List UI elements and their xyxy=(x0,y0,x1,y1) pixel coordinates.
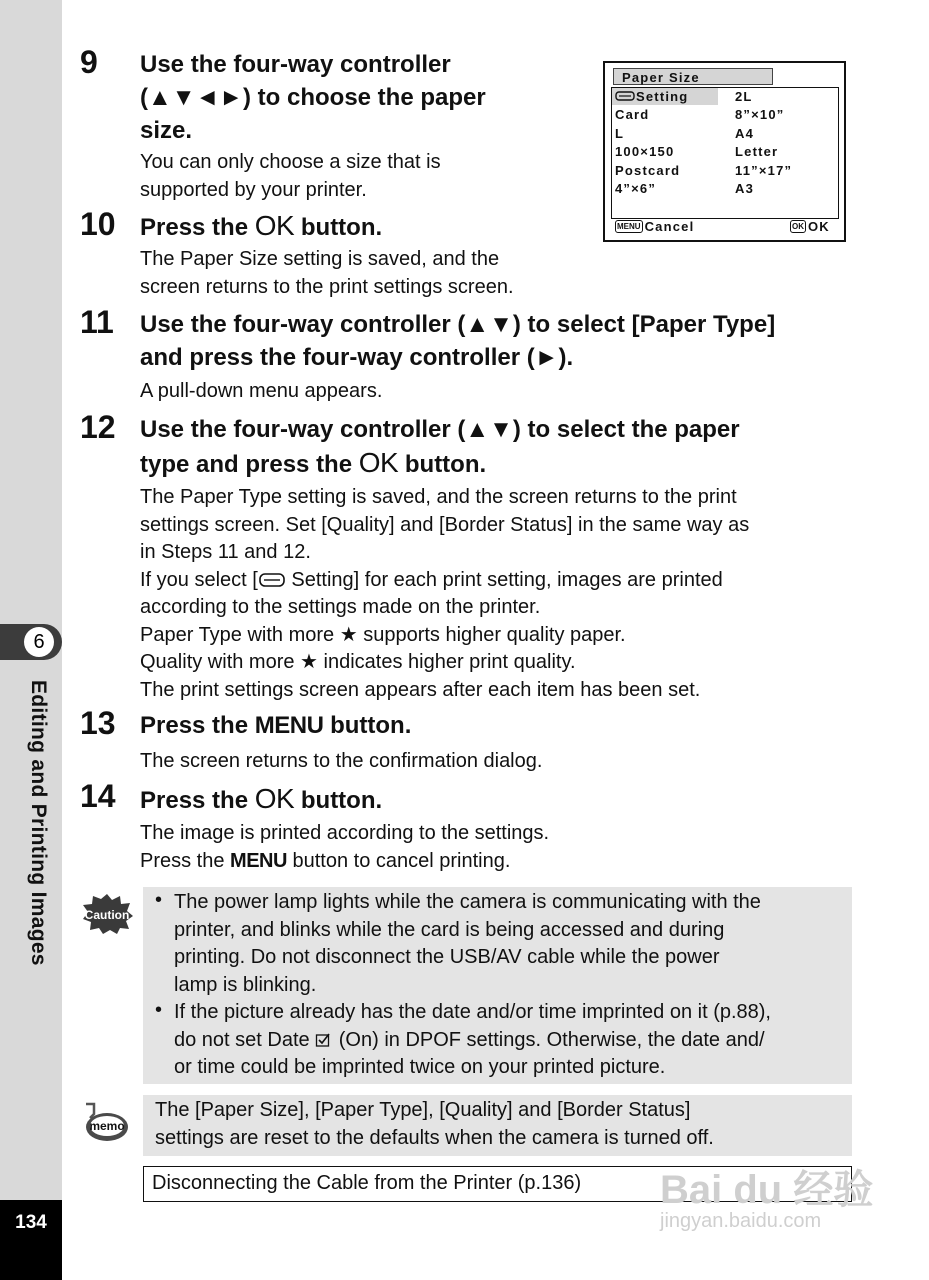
body-text: If you select [ xyxy=(140,568,258,591)
heading-text: button. xyxy=(294,787,383,814)
body-text: Setting] for each print setting, images are printed xyxy=(285,568,723,591)
heading-text: type and press the xyxy=(140,451,359,478)
step-9-heading xyxy=(140,48,486,147)
body-line: The image is printed according to the settings. xyxy=(140,822,550,844)
body-line: Quality with more ★ indicates higher print quality. xyxy=(140,651,576,673)
heading-text: button. xyxy=(294,214,383,241)
body-line: in Steps 11 and 12. xyxy=(140,541,311,563)
lcd-item-8x10: 8”×10” xyxy=(735,107,785,122)
body-line: supported by your printer. xyxy=(140,178,367,201)
lcd-item-2l: 2L xyxy=(735,89,753,104)
step-9-body xyxy=(140,149,441,204)
step-12-heading-line: Use the four-way controller (▲▼) to select the paper xyxy=(140,416,740,443)
caution-line: printing. Do not disconnect the USB/AV cable while the power xyxy=(174,946,720,968)
svg-text:memo: memo xyxy=(89,1119,125,1133)
caution-bullet-2 xyxy=(174,999,850,1082)
step-12-heading xyxy=(140,413,740,481)
step-11-body: A pull-down menu appears. xyxy=(140,380,383,402)
memo-icon xyxy=(80,1100,130,1149)
ok-button-glyph: OK xyxy=(358,447,399,478)
step-12-heading-line xyxy=(140,446,740,481)
caution-line: printer, and blinks while the card is being accessed and during xyxy=(174,918,725,941)
step-10-number: 10 xyxy=(80,206,116,242)
chapter-title: Editing and Printing Images xyxy=(27,680,50,966)
step-13-body: The screen returns to the confirmation dialog. xyxy=(140,750,543,772)
lcd-cancel-label: Cancel xyxy=(644,219,695,234)
body-line: The Paper Type setting is saved, and the screen returns to the print xyxy=(140,486,737,508)
lcd-ok-hint xyxy=(790,218,830,236)
bullet-dot: • xyxy=(155,889,163,911)
lcd-item-4x6: 4”×6” xyxy=(615,181,657,196)
lcd-item-postcard: Postcard xyxy=(615,163,681,178)
caution-text: do not set Date xyxy=(174,1028,316,1051)
body-line: settings screen. Set [Quality] and [Border Status] in the same way as xyxy=(140,513,750,536)
step-14-number: 14 xyxy=(80,778,116,814)
lcd-item-100x150: 100×150 xyxy=(615,144,675,159)
body-line: The print settings screen appears after each item has been set. xyxy=(140,678,701,701)
step-10-body xyxy=(140,246,514,301)
body-line xyxy=(140,848,549,876)
step-12-body xyxy=(140,484,749,704)
memo-line: The [Paper Size], [Paper Type], [Quality] and [Border Status] xyxy=(155,1099,691,1121)
step-13-heading xyxy=(140,709,411,742)
heading-text: Press the xyxy=(140,214,255,241)
lcd-item-card: Card xyxy=(615,107,650,122)
caution-line: If the picture already has the date and/or time imprinted on it (p.88), xyxy=(174,1001,771,1023)
svg-text:Caution: Caution xyxy=(84,908,130,922)
caution-line xyxy=(174,1027,850,1055)
step-12-number: 12 xyxy=(80,409,116,445)
checkbox-checked-icon xyxy=(315,1032,333,1048)
ok-button-glyph: OK xyxy=(254,210,295,241)
heading-text: Press the xyxy=(140,787,255,814)
baidu-watermark-url: jingyan.baidu.com xyxy=(660,1210,822,1232)
lcd-item-a4: A4 xyxy=(735,126,755,141)
bullet-dot: • xyxy=(155,999,163,1021)
printer-icon xyxy=(615,90,635,102)
step-11-number: 11 xyxy=(80,304,114,340)
heading-text: button. xyxy=(398,451,487,478)
step-13-number: 13 xyxy=(80,705,116,741)
body-line: The Paper Size setting is saved, and the xyxy=(140,248,500,270)
chapter-number: 6 xyxy=(24,627,54,657)
body-line xyxy=(140,567,749,595)
caution-line: lamp is blinking. xyxy=(174,973,317,996)
menu-key-icon: MENU xyxy=(617,222,641,231)
paper-size-screen xyxy=(603,61,846,242)
ok-button-glyph: OK xyxy=(254,783,295,814)
lcd-ok-label: OK xyxy=(808,219,830,234)
lcd-item-label: Setting xyxy=(636,89,689,104)
body-text: Press the xyxy=(140,849,231,872)
cross-reference-link[interactable]: Disconnecting the Cable from the Printer (p.136) xyxy=(143,1166,852,1202)
step-11-heading xyxy=(140,308,775,374)
lcd-item-l: L xyxy=(615,126,625,141)
printer-icon xyxy=(258,571,286,589)
step-11-heading-line: and press the four-way controller (►). xyxy=(140,344,574,371)
step-9-heading-line: size. xyxy=(140,117,193,144)
caution-text: (On) in DPOF settings. Otherwise, the date and/ xyxy=(333,1028,765,1051)
step-9-heading-line: Use the four-way controller xyxy=(140,51,451,78)
memo-text xyxy=(155,1097,831,1152)
body-line: Paper Type with more ★ supports higher quality paper. xyxy=(140,623,626,646)
heading-text: Press the xyxy=(140,712,255,739)
caution-icon xyxy=(80,893,134,940)
lcd-cancel-hint xyxy=(615,218,694,236)
step-11-heading-line: Use the four-way controller (▲▼) to select [Paper Type] xyxy=(140,311,776,338)
page-number: 134 xyxy=(0,1200,62,1280)
lcd-item-a3: A3 xyxy=(735,181,755,196)
lcd-item-letter: Letter xyxy=(735,144,779,159)
step-14-heading xyxy=(140,782,382,817)
lcd-item-11x17: 11”×17” xyxy=(735,163,793,178)
step-14-body xyxy=(140,820,549,875)
caution-line: The power lamp lights while the camera is communicating with the xyxy=(174,891,761,913)
ok-key-icon: OK xyxy=(792,222,804,231)
menu-button-glyph: MENU xyxy=(230,849,287,872)
body-line: You can only choose a size that is xyxy=(140,151,441,173)
lcd-title: Paper Size xyxy=(613,68,773,85)
step-9-heading-line: (▲▼◄►) to choose the paper xyxy=(140,84,486,111)
body-text: button to cancel printing. xyxy=(286,849,511,872)
baidu-watermark: Bai du 经验 xyxy=(660,1168,874,1212)
heading-text: button. xyxy=(323,712,412,739)
lcd-item-setting xyxy=(615,88,688,106)
body-line: according to the settings made on the printer. xyxy=(140,596,541,618)
body-line: screen returns to the print settings screen. xyxy=(140,275,514,298)
step-9-number: 9 xyxy=(80,44,98,80)
caution-line: or time could be imprinted twice on your printed picture. xyxy=(174,1056,666,1078)
step-10-heading xyxy=(140,209,382,244)
menu-button-glyph: MENU xyxy=(254,712,324,739)
memo-line: settings are reset to the defaults when the camera is turned off. xyxy=(155,1126,714,1149)
caution-bullet-1 xyxy=(174,889,850,999)
